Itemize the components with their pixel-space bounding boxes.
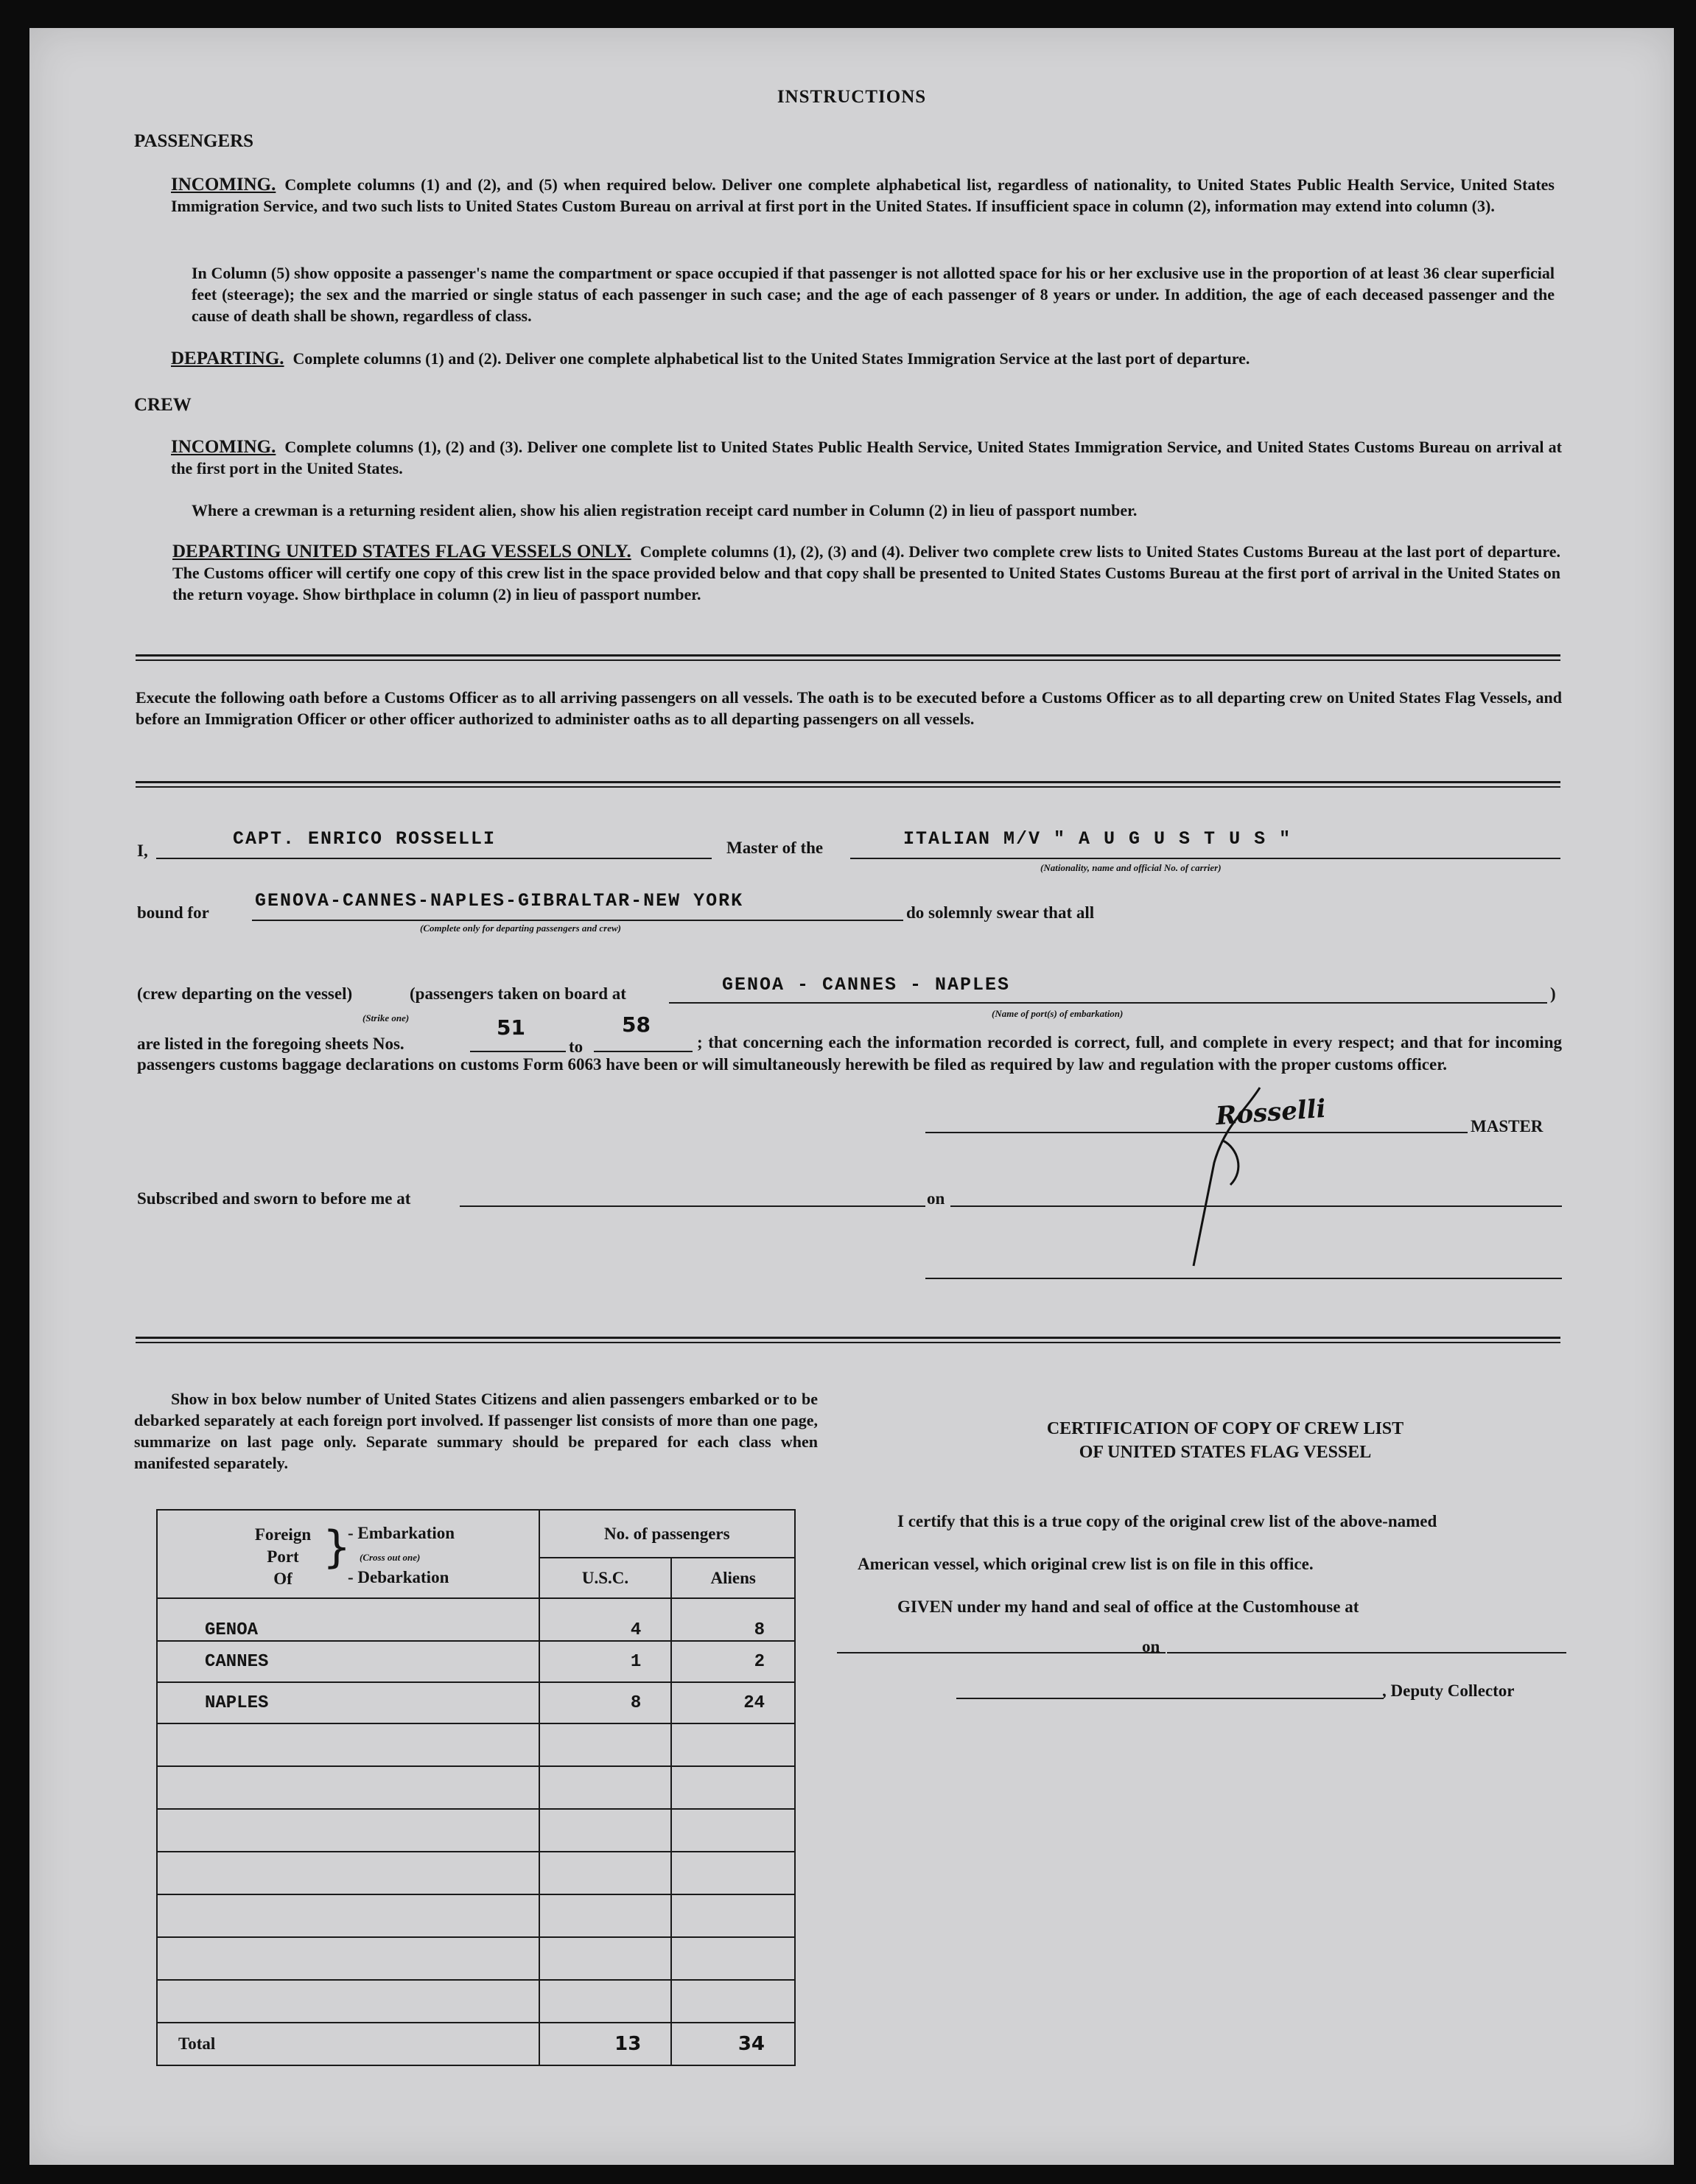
passengers-incoming-label: INCOMING. xyxy=(171,175,276,195)
row-usc-cell[interactable] xyxy=(539,1894,672,1937)
divider-rule xyxy=(136,1337,1560,1343)
row-aliens-cell[interactable] xyxy=(671,1723,795,1766)
to-label: to xyxy=(569,1037,584,1056)
row-aliens-cell[interactable] xyxy=(671,1852,795,1894)
cert-place-line xyxy=(837,1627,1166,1653)
crew-departing-label: DEPARTING UNITED STATES FLAG VESSELS ONLY. xyxy=(172,542,631,561)
row-usc-cell[interactable] xyxy=(539,1937,672,1980)
master-of-label: Master of the xyxy=(726,839,824,857)
embark-ports-value[interactable]: GENOA - CANNES - NAPLES xyxy=(722,974,1011,995)
deputy-collector-label: , Deputy Collector xyxy=(1382,1681,1515,1700)
deputy-signature-line xyxy=(956,1673,1384,1699)
total-usc-value[interactable]: 13 xyxy=(539,2023,672,2065)
crew-resident-paragraph: Where a crewman is a returning resident alien, show his alien registration receipt card number in Column (2) in lieu of passport number. xyxy=(192,501,1138,519)
port-header-cell xyxy=(157,1510,539,1598)
num-passengers-header: No. of passengers xyxy=(539,1510,795,1558)
aliens-header: Aliens xyxy=(671,1558,795,1598)
brace-icon: } xyxy=(323,1522,351,1573)
certification-title-1: CERTIFICATION OF COPY OF CREW LIST xyxy=(1046,1419,1404,1438)
divider-rule xyxy=(136,781,1560,788)
row-usc-cell[interactable] xyxy=(539,1980,672,2023)
sheet-from-value[interactable]: 51 xyxy=(497,1015,525,1040)
row-aliens-cell[interactable] xyxy=(671,1894,795,1937)
row-aliens-cell[interactable]: 2 xyxy=(671,1641,795,1682)
crew-heading: CREW xyxy=(134,395,192,415)
crew-incoming-label: INCOMING. xyxy=(171,437,276,457)
row-port-cell[interactable] xyxy=(157,1980,539,2023)
row-usc-cell[interactable] xyxy=(539,1766,672,1809)
document-sheet xyxy=(29,28,1674,2165)
row-usc-cell[interactable] xyxy=(539,1809,672,1852)
vessel-caption: (Nationality, name and official No. of carrier) xyxy=(1040,862,1222,873)
signature-stroke xyxy=(1179,1082,1275,1273)
row-port-cell[interactable] xyxy=(157,1937,539,1980)
crew-incoming-paragraph xyxy=(171,436,1562,479)
table-row xyxy=(157,1937,795,1980)
row-usc-cell[interactable] xyxy=(539,1723,672,1766)
header-foreign: Foreign xyxy=(254,1525,312,1544)
table-row xyxy=(157,1723,795,1766)
embark-caption: (Name of port(s) of embarkation) xyxy=(992,1008,1124,1019)
header-embark: - Embarkation xyxy=(348,1524,455,1542)
row-port-cell[interactable] xyxy=(157,1809,539,1852)
subscribed-date-line xyxy=(950,1179,1562,1207)
listed-label: are listed in the foregoing sheets Nos. xyxy=(137,1035,404,1053)
oath-intro: Execute the following oath before a Customs Officer as to all arriving passengers on all vessels. The oath is to be executed before a Customs Officer as to all departing crew on United States Flag Vessels, and before an Immigration Officer or other officer authorized to administer oaths as to all departing passengers on all vessels. xyxy=(136,688,1562,728)
table-row xyxy=(157,1894,795,1937)
american-text: American vessel, which original crew list is on file in this office. xyxy=(858,1555,1314,1573)
swear-text: do solemnly swear that all xyxy=(906,903,1095,922)
row-usc-cell[interactable]: 8 xyxy=(539,1682,672,1723)
row-port-cell[interactable]: CANNES xyxy=(157,1641,539,1682)
passengers-departing-label: DEPARTING. xyxy=(171,349,284,368)
row-aliens-cell[interactable] xyxy=(671,1980,795,2023)
table-row xyxy=(157,1766,795,1809)
crew-departing-paragraph xyxy=(172,541,1560,605)
table-row xyxy=(157,1598,795,1641)
row-usc-cell[interactable]: 4 xyxy=(539,1598,672,1641)
listed-rest-text xyxy=(137,1032,1562,1076)
bound-for-label: bound for xyxy=(137,903,209,922)
master-label: MASTER xyxy=(1471,1117,1543,1135)
header-cross: (Cross out one) xyxy=(360,1552,421,1563)
table-row xyxy=(157,1852,795,1894)
row-usc-cell[interactable] xyxy=(539,1852,672,1894)
master-name-value[interactable]: CAPT. ENRICO ROSSELLI xyxy=(233,828,497,850)
row-aliens-cell[interactable] xyxy=(671,1809,795,1852)
passengers-taken-option: (passengers taken on board at xyxy=(410,984,626,1003)
bound-for-caption: (Complete only for departing passengers and crew) xyxy=(420,923,621,934)
divider-rule xyxy=(136,654,1560,661)
passenger-summary-table xyxy=(156,1509,796,2066)
row-port-cell[interactable]: NAPLES xyxy=(157,1682,539,1723)
header-port: Port xyxy=(267,1547,299,1566)
passengers-incoming-text: Complete columns (1) and (2), and (5) when required below. Deliver one complete alphabetical list, regardless of nationality, to United States Public Health Service, United States Immigration Service, and two such lists to United States Custom Bureau on arrival at first port in the United States. If insufficient space in column (2), information may extend into column (3). xyxy=(171,175,1555,215)
row-aliens-cell[interactable]: 24 xyxy=(671,1682,795,1723)
instructions-title: INSTRUCTIONS xyxy=(777,87,927,107)
oath-on-label: on xyxy=(927,1189,945,1208)
row-port-cell[interactable] xyxy=(157,1723,539,1766)
passengers-departing-paragraph xyxy=(171,348,1563,369)
crew-departing-text: Complete columns (1), (2), (3) and (4). Deliver two complete crew lists to United States Customs Bureau at the last port of departure. The Customs officer will certify one copy of this crew list in the space provided below and that copy shall be presented to United States Customs Bureau at the first port of arrival in the United States on the return voyage. Show birthplace in column (2) in lieu of passport number. xyxy=(172,542,1560,603)
cert-on-label: on xyxy=(1142,1637,1160,1656)
column5-paragraph: In Column (5) show opposite a passenger's name the compartment or space occupied if that passenger is not allotted space for his or her exclusive use in the proportion of at least 36 clear superficial feet (steerage); the sex and the married or single status of each passenger in such case; and the age of each passenger of 8 years or under. In addition, the age of each deceased passenger and the cause of death shall be shown, regardless of class. xyxy=(192,264,1555,325)
total-label: Total xyxy=(157,2023,539,2065)
subscribed-label: Subscribed and sworn to before me at xyxy=(137,1189,411,1208)
table-row xyxy=(157,1641,795,1682)
row-port-cell[interactable] xyxy=(157,1894,539,1937)
listed-rest-span: ; that concerning each the information recorded is correct, full, and complete in every respect; and that for incoming passengers customs baggage declarations on customs Form 6063 have been or will simultaneously herewith be filed as required by law and regulation with the proper customs officer. xyxy=(137,1033,1562,1074)
row-usc-cell[interactable]: 1 xyxy=(539,1641,672,1682)
total-aliens-value[interactable]: 34 xyxy=(671,2023,795,2065)
certify-text: I certify that this is a true copy of the original crew list of the above-named xyxy=(897,1512,1437,1530)
subscribed-place-line xyxy=(460,1179,925,1207)
header-debark: - Debarkation xyxy=(348,1568,449,1586)
passengers-departing-text: Complete columns (1) and (2). Deliver one complete alphabetical list to the United States Immigration Service at the last port of departure. xyxy=(292,349,1250,368)
close-paren: ) xyxy=(1550,984,1556,1003)
total-row xyxy=(157,2023,795,2065)
bound-for-value[interactable]: GENOVA-CANNES-NAPLES-GIBRALTAR-NEW YORK xyxy=(255,890,744,911)
header-of: Of xyxy=(273,1569,292,1588)
strike-caption: (Strike one) xyxy=(362,1012,410,1023)
summary-note: Show in box below number of United States Citizens and alien passengers embarked or to be debarked separately at each foreign port involved. If passenger list consists of more than one page, summarize on last page only. Separate summary should be prepared for each class when manifested separately. xyxy=(134,1390,818,1472)
vessel-value[interactable]: ITALIAN M/V " A U G U S T U S " xyxy=(903,828,1292,850)
passengers-heading: PASSENGERS xyxy=(134,131,254,151)
i-label: I, xyxy=(137,841,148,860)
officer-signature-line xyxy=(925,1251,1562,1279)
crew-departing-option: (crew departing on the vessel) xyxy=(137,984,353,1003)
crew-incoming-text: Complete columns (1), (2) and (3). Deliver one complete list to United States Public Health Service, United States Immigration Service, and United States Customs Bureau on arrival at the first port in the United States. xyxy=(171,438,1562,477)
usc-header: U.S.C. xyxy=(539,1558,672,1598)
row-port-cell[interactable]: GENOA xyxy=(157,1598,539,1641)
row-port-cell[interactable] xyxy=(157,1766,539,1809)
row-aliens-cell[interactable] xyxy=(671,1766,795,1809)
sheet-to-value[interactable]: 58 xyxy=(622,1012,651,1037)
row-aliens-cell[interactable] xyxy=(671,1937,795,1980)
given-text: GIVEN under my hand and seal of office at the Customhouse at xyxy=(897,1597,1359,1616)
master-signature: Rosselli xyxy=(1214,1093,1327,1132)
table-row xyxy=(157,1682,795,1723)
certification-title-2: OF UNITED STATES FLAG VESSEL xyxy=(1079,1443,1372,1462)
table-row xyxy=(157,1809,795,1852)
row-aliens-cell[interactable]: 8 xyxy=(671,1598,795,1641)
passengers-incoming-paragraph xyxy=(171,174,1555,217)
table-header-row xyxy=(157,1510,795,1558)
row-port-cell[interactable] xyxy=(157,1852,539,1894)
cert-date-line xyxy=(1167,1627,1566,1653)
table-row xyxy=(157,1980,795,2023)
